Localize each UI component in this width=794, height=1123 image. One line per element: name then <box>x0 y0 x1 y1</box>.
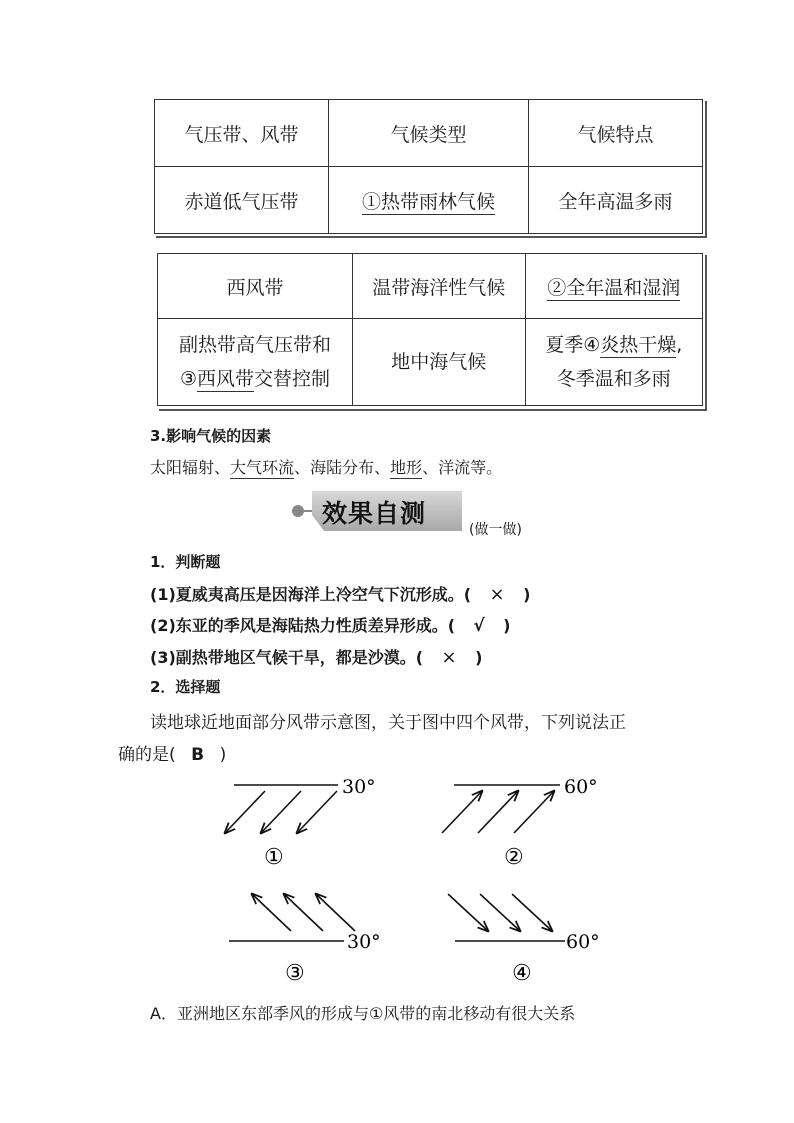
panel-2 <box>442 776 598 870</box>
cell-belt: 赤道低气压带 <box>155 167 329 234</box>
panel-label: ② <box>504 845 524 870</box>
paren: ) <box>219 745 227 765</box>
banner-sub: (做一做) <box>469 522 522 538</box>
header-belt: 气压带、风带 <box>155 100 329 167</box>
paren: ) <box>475 648 483 667</box>
q1-item-text: (1)夏威夷高压是因海洋上冷空气下沉形成。( <box>150 585 472 604</box>
cell-belt: 西风带 <box>158 254 353 319</box>
cell-climate: 地中海气候 <box>353 319 526 406</box>
wind-arrow <box>514 791 554 833</box>
q1-item-text: (2)东亚的季风是海陆热力性质差异形成。( <box>150 616 456 635</box>
answer-4: 炎热干燥 <box>600 334 677 356</box>
panel-label: ④ <box>512 961 532 986</box>
section3-heading: 3.影响气候的因素 <box>150 427 272 445</box>
wind-arrow <box>448 894 488 931</box>
panel-1 <box>225 776 376 870</box>
q1-item-text: (3)副热带地区气候干旱，都是沙漠。( <box>150 648 424 667</box>
wind-arrow <box>316 894 355 931</box>
latitude-label: 60° <box>564 776 598 798</box>
answer-1: ①热带雨林气候 <box>361 190 495 213</box>
feature-line2: 冬季温和多雨 <box>556 368 671 390</box>
stem-text: 确的是( <box>118 745 176 765</box>
paren: ) <box>503 616 511 635</box>
latitude-label: 30° <box>347 931 381 953</box>
panel-label: ① <box>264 845 284 870</box>
feature-line1-prefix: 夏季④ <box>545 334 601 356</box>
q2-stem-line1: 读地球近地面部分风带示意图，关于图中四个风带，下列说法正 <box>150 713 626 733</box>
header-feature: 气候特点 <box>529 100 703 167</box>
banner-label: 效果自测 <box>322 499 427 528</box>
cell-climate: 温带海洋性气候 <box>353 254 526 319</box>
sep: 、 <box>294 458 311 477</box>
belt-line1: 副热带高气压带和 <box>179 334 332 356</box>
cell-feature: 全年高温多雨 <box>529 167 703 234</box>
belt-line2-suffix: 交替控制 <box>254 368 331 390</box>
answer-3: 西风带 <box>197 368 255 390</box>
factor-3: 海陆分布 <box>310 458 375 477</box>
panel-label: ③ <box>285 961 305 986</box>
sep: 、 <box>214 458 231 477</box>
sep: 、 <box>374 458 391 477</box>
wind-arrow <box>225 791 265 833</box>
panel-3 <box>229 894 381 986</box>
wind-arrow <box>284 894 323 931</box>
belt-line2-prefix: ③ <box>179 368 198 390</box>
factor-4: 地形 <box>390 458 423 477</box>
cross-mark: × <box>441 647 457 668</box>
cross-mark: × <box>489 584 505 605</box>
feature-line1-suffix: , <box>676 334 683 356</box>
answer-2: ②全年温和湿润 <box>547 276 681 299</box>
factor-5: 洋流等。 <box>438 458 503 477</box>
sep: 、 <box>422 458 439 477</box>
check-mark: √ <box>473 616 485 636</box>
wind-arrow <box>442 791 482 833</box>
wind-arrow <box>297 791 337 833</box>
wind-arrow <box>261 791 301 833</box>
q1-title: 1．判断题 <box>150 553 221 571</box>
wind-arrow <box>512 894 552 931</box>
header-climate: 气候类型 <box>328 100 528 167</box>
wind-arrow <box>478 791 518 833</box>
latitude-label: 30° <box>342 776 376 798</box>
wind-arrow <box>252 894 291 931</box>
paren: ) <box>523 585 531 604</box>
wind-arrow <box>480 894 520 931</box>
answer-b: B <box>191 745 205 765</box>
panel-4 <box>448 894 600 986</box>
q2-option-a: A．亚洲地区东部季风的形成与①风带的南北移动有很大关系 <box>150 1004 576 1023</box>
latitude-label: 60° <box>566 931 600 953</box>
q2-title: 2．选择题 <box>150 678 221 696</box>
factor-2: 大气环流 <box>230 458 295 477</box>
factor-1: 太阳辐射 <box>150 458 215 477</box>
